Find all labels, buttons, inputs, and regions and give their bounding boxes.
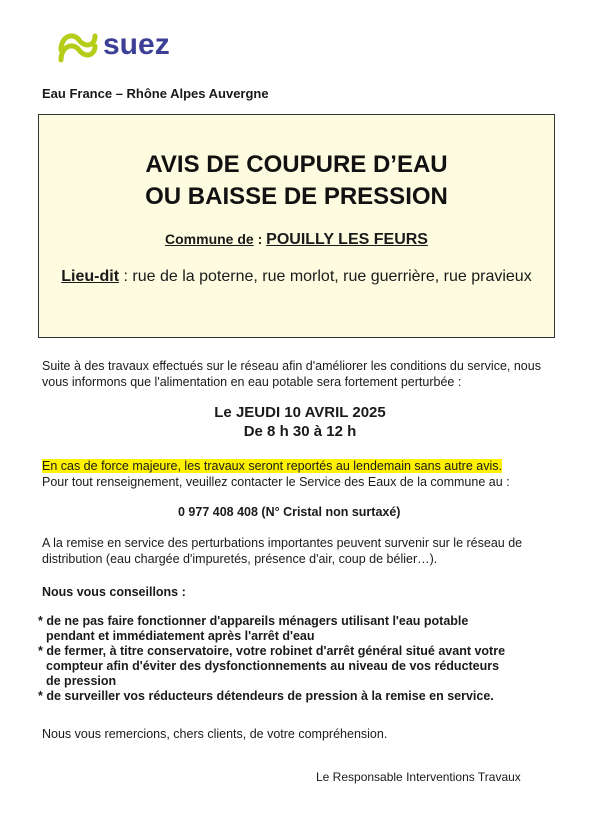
- brand-name: suez: [103, 28, 170, 61]
- title-line-1: AVIS DE COUPURE D’EAU: [145, 151, 448, 178]
- notice-box: [38, 114, 555, 338]
- outage-time: De 8 h 30 à 12 h: [243, 423, 357, 440]
- commune-label: Commune de: [165, 231, 254, 247]
- notice-title: [39, 149, 554, 213]
- advice-item-2: [38, 644, 556, 689]
- contact-intro: Pour tout renseignement, veuillez contacter le Service des Eaux de la commune au :: [42, 475, 510, 489]
- advice-2-line-2: compteur afin d'éviter des dysfonctionnements au niveau de vos réducteurs: [46, 659, 500, 673]
- notice-details: [42, 458, 557, 490]
- lieu-dit-label: Lieu-dit: [61, 268, 120, 285]
- lieu-dit-value: : rue de la poterne, rue morlot, rue guerrière, rue pravieux: [119, 268, 532, 285]
- advice-1-line-1: * de ne pas faire fonctionner d'appareils ménagers utilisant l'eau potable: [38, 614, 469, 628]
- outage-date: Le JEUDI 10 AVRIL 2025: [214, 404, 386, 421]
- phone-number: 0 977 408 408 (N° Cristal non surtaxé): [178, 505, 401, 519]
- disturbance-paragraph: A la remise en service des perturbations importantes peuvent survenir sur le réseau de distribution (eau chargée d'impuretés, présence d'air, coup de bélier…).: [42, 536, 523, 566]
- thanks-line: Nous vous remercions, chers clients, de votre compréhension.: [42, 727, 388, 741]
- commune-separator: :: [253, 231, 267, 247]
- advice-2-line-3: de pression: [46, 674, 117, 688]
- suez-wave-icon: [55, 24, 101, 70]
- advice-list: [38, 614, 556, 704]
- advice-heading: Nous vous conseillons :: [42, 585, 186, 599]
- region-name: Eau France – Rhône Alpes Auvergne: [42, 86, 269, 101]
- advice-1-line-2: pendant et immédiatement après l'arrêt d'eau: [46, 629, 315, 643]
- commune-line: [39, 231, 554, 249]
- advice-item-3: * de surveiller vos réducteurs détendeurs de pression à la remise en service.: [38, 689, 494, 703]
- title-line-2: OU BAISSE DE PRESSION: [145, 183, 448, 210]
- commune-value: POUILLY LES FEURS: [266, 231, 428, 248]
- suez-logo: [55, 24, 185, 72]
- force-majeure-notice: En cas de force majeure, les travaux seront reportés au lendemain sans autre avis.: [42, 459, 502, 473]
- lieu-dit-line: [59, 267, 534, 287]
- intro-paragraph: Suite à des travaux effectués sur le réseau afin d'améliorer les conditions du service, nous vous informons que l'alimentation en eau potable sera fortement perturbée :: [42, 359, 541, 389]
- signature: Le Responsable Interventions Travaux: [316, 770, 521, 784]
- advice-item-1: [38, 614, 556, 644]
- advice-2-line-1: * de fermer, à titre conservatoire, votre robinet d'arrêt général situé avant votre: [38, 644, 506, 658]
